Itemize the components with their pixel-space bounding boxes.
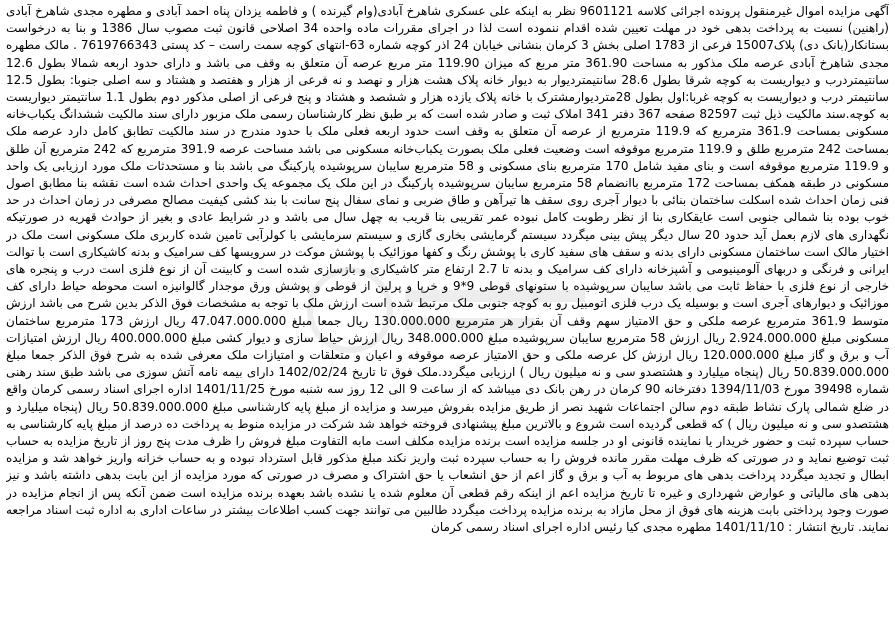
auction-notice xyxy=(6,3,889,627)
auction-notice-text: آگهی مزایده اموال غیرمنقول پرونده اجرائی کلاسه 9601121 نظر به اینکه علی عسکری شاهرخ آبادی(وام گیرنده ) و فاطمه یزدان پناه احمد آبادی و مطهره مجدی شاهرخ آبادی (راهنین) نسبت به پرداخت بدهی خود در مهلت تعیین شده اقدام ننموده است لذا در اجرای مقررات ماده واحده 34 اصلاحی قانون ثبت مصوب سال 1386 و بنا به درخواست بستانکار(بانک دی) پلاک15007 فرعی از 1783 اصلی بخش 3 کرمان بنشانی خیابان 24 اذر کوچه شماره 63-انتهای کوچه سمت راست – کد پستی 7619766343 . مالک مطهره مجدی شاهرخ آبادی عرصه ملک مذکور به مساحت 361.90 متر مربع که میزان 119.90 متر مربع عرصه آن متعلق به وقف می باشد و دارای حدود اربعه شمالا بطول 12.6 سانتیمتردرب و دیواریست به کوچه شرقا بطول 28.6 سانتیمتردیوار به دیوار خانه پلاک هشت هزار و نهصد و نه فرعی از هزار و هفتصد و هشتاد و سه اصلی جنوبا: بطول 12.5 سانتیمتر درب و دیواریست به کوچه غربا:اول بطول 28متردیوارمشترک با خانه پلاک یازده هزار و ششصد و هشتاد و پنج فرعی از اصلی مذکور دوم بطول 1.1 سانتیمتر دیواریست به کوچه.سند مالکیت ذیل ثبت 82597 صفحه 367 دفتر 341 املاک ثبت و صادر شده است که بر طبق نظر کارشناسان رسمی ملک مزبور دارای سند مالکیت ششدانگ یکباب‌خانه مسکونی بمساحت 361.9 مترمربع که 119.9 مترمربع از عرصه آن متعلق به وقف است حدود اربعه فعلی ملک با حدود مندرج در سند مالکیت تطابق کامل دارد عرصه ملک بمساحت 242 مترمربع طلق و 119.9 مترمربع موقوفه است وضعیت فعلی ملک بصورت یکباب‌خانه مسکونی می باشد مساحت عرصه 391.9 مترمربع که 242 مترمربع آن طلق و 119.9 مترمربع موقوفه است و بنای مفید شامل 170 مترمربع بنای مسکونی و 58 مترمربع سایبان سرپوشیده پارکینگ می باشد بنا و مستحدثات ملک مورد ارزیابی یک واحد مسکونی در طبقه همکف بمساحت 172 مترمربع باانضمام 58 مترمربع سایبان سرپوشیده پارکینگ در این ملک یک مجموعه یک واحدی احداث شده است نقشه بنا مطابق اصول فنی زمان احداث شده اسکلت ساختمان بنائی با دیوار آجری روی سقف ها تیرآهن و طاق ضربی و نمای سفال پنج سانت با بند کشی کیفیت مصالح مصرفی در زمان احداث در حد خوب بوده بنا شمالی جنوبی است عایقکاری بنا از نظر رطوبت کامل نبوده عمر تقریبی بنا قریب به چهل سال می باشد و در شرایط عادی و بغیر از حوادث قهریه در صورتیکه نگهداری های لازم بعمل آید حدود 20 سال دیگر پیش بینی میگردد سیستم گرمایشی بخاری گازی و سیستم سرمایشی با کولرآبی تامین شده کاربری ملک مسکونی است ملک در اختیار مالک است ساختمان مسکونی دارای بدنه و سقف های سفید کاری با پوشش رنگ و کفها موزائیک با پوشش موکت در سرویسها کف سرامیک و بدنه کاشیکاری است با توالت ایرانی و فرنگی و دربهای آلومینیومی و آشپزخانه دارای کف سرامیک و بدنه تا 2.7 ارتفاع متر کاشیکاری و بازسازی شده است و کابینت آن از نوع فلزی است درب و پنجره های خارجی از نوع فلزی با حفاظ ثابت می باشد سایبان سرپوشیده با ستونهای قوطی 9*9 و خرپا و پرلین از قوطی و پوشش ورق موجدار گالوانیزه است محوطه حیاط دارای کف موزائیک و دیوارهای آجری است و بوسیله یک درب فلزی اتومبیل رو به کوچه جنوبی ملک مرتبط شده است ارزش ملک با توجه به مشخصات فوق الذکر بدین شرح می باشد ارزش متوسط 361.9 مترمربع عرصه ملکی و حق الامتیاز سهم وقف آن بقرار هر مترمربع 130.000.000 ریال جمعا مبلغ 47.047.000.000 ریال ارزش 173 مترمربع ساختمان مسکونی مبلغ 2.924.000.000 ریال ارزش 58 مترمربع سایبان سرپوشیده مبلغ 348.000.000 ریال ارزش حیاط سازی و دیوار کشی مبلغ 400.000.000 ریال ارزش امتیازات آب و برق و گاز مبلغ 120.000.000 ریال ارزش کل عرصه ملکی و حق الامتیاز عرصه موقوفه و اعیان و متعلقات و امتیازات ملک معرفی شده به شرح فوق الذکر جمعا مبلغ 50.839.000.000 ریال (پنجاه میلیارد و هشتصدو سی و نه میلیون ریال ) ارزیابی میگردد.ملک فوق تا تاریخ 1402/02/24 دارای بیمه نامه آتش سوزی می باشد طبق سند رهنی شماره 39498 مورخ 1394/11/03 دفترخانه 90 کرمان در رهن بانک دی میباشد که از ساعت 9 الی 12 روز سه شنبه مورخ 1401/11/25 اداره اجرای اسناد رسمی کرمان واقع در ضلع شمالی پارک نشاط طبقه دوم سالن اجتماعات شهید نصر از طریق مزایده بفروش میرسد و مزایده از مبلغ پایه کارشناسی مبلغ 50.839.000.000 ریال (پنجاه میلیارد و هشتصدو سی و نه میلیون ریال ) که قطعی گردیده است شروع و بالاترین مبلغ پیشنهادی فروخته خواهد شد شرکت در مزایده منوط به پرداخت ده درصد از مبلغ پایه کارشناسی به حساب سپرده ثبت و حضور خریدار یا نماینده قانونی او در جلسه مزایده است برنده مزایده مکلف است مابه التفاوت مبلغ فروش را ظرف مدت پنج روز از تاریخ مزایده به حساب ثبت توضیع نماید و در صورتی که ظرف مهلت مقرر مانده فروش را به حساب سپرده ثبت واریز نکند مبلغ مذکور قابل استرداد نبوده و به حساب خزانه واریز خواهد شد و مزایده ابطال و تجدید میگردد پرداخت بدهی های مربوط به آب و برق و گاز اعم از حق انشعاب یا حق اشتراک و مصرف در صورتی که مورد مزایده از این بابت بدهی داشته باشد و نیز بدهی های مالیاتی و عوارض شهرداری و غیره تا تاریخ مزایده اعم از اینکه رقم قطعی آن معلوم شده یا نشده باشد بعهده برنده مزایده است ضمن آنکه پس از انجام مزایده در صورت وجود پرداختی بابت هزینه های فوق از محل مازاد به برنده مزایده پرداخت میگردد طالبین می توانند جهت کسب اطلاعات بیشتر در ساعات اداری به اداره ثبت اسناد مراجعه نمایند. تاریخ انتشار : 1401/11/10 مطهره مجدی کیا رئیس اداره اجرای اسناد رسمی کرمان xyxy=(6,4,889,535)
